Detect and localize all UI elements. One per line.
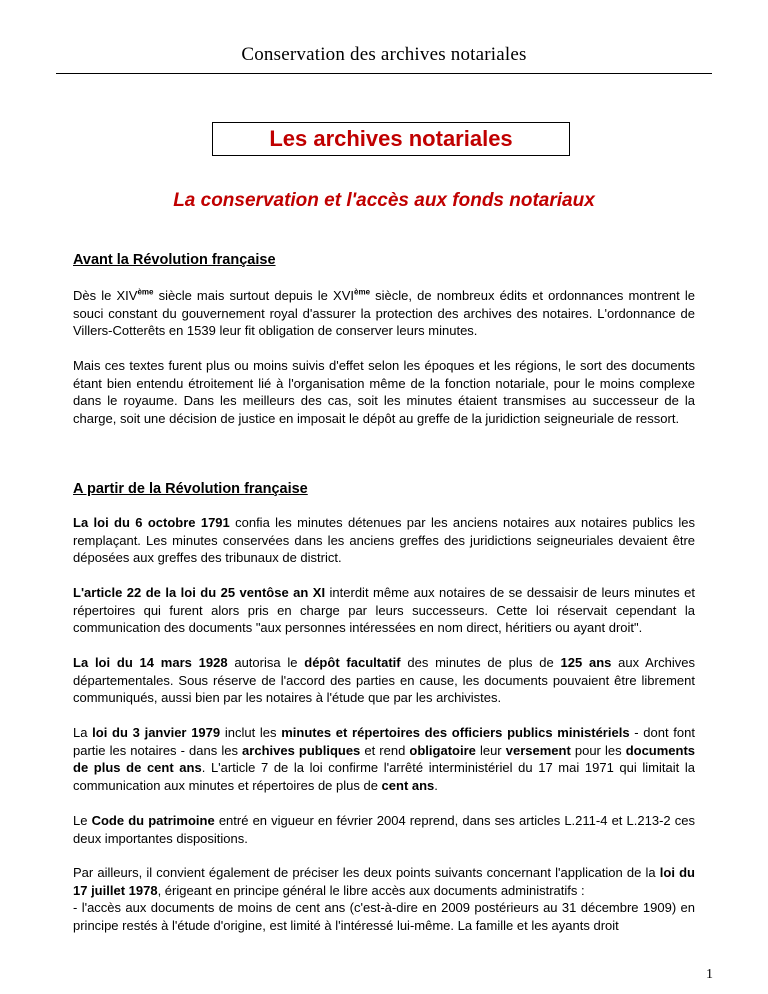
text-run: aux Archives départementales. Sous réserve de l'accord des parties en cause, les documents pouvaient être librement communiqués, aussi bien par les notaires à l'étude que par les archivistes. xyxy=(73,655,696,705)
bold-run: minutes et répertoires des officiers publics ministériels xyxy=(281,725,630,740)
section1-paragraph-2 xyxy=(73,357,695,427)
text-run: siècle mais surtout depuis le XVI xyxy=(153,288,354,303)
text-run: La xyxy=(73,725,93,740)
bold-run: loi du 17 juillet 1978 xyxy=(73,865,695,898)
bold-run: obligatoire xyxy=(409,742,476,758)
text-run: leur xyxy=(475,742,506,758)
text-run: entré en vigueur en février 2004 reprend, dans ses articles L.211-4 et L.213-2 ces deux importantes dispositions. xyxy=(73,813,695,846)
bold-run: La loi du 6 octobre 1791 xyxy=(73,515,230,530)
bold-run: La loi du 14 mars 1928 xyxy=(73,655,228,670)
section2-heading: A partir de la Révolution française xyxy=(73,481,308,497)
text-run: inclut les xyxy=(220,725,282,740)
running-header: Conservation des archives notariales xyxy=(241,44,527,65)
bold-run: Code du patrimoine xyxy=(91,813,215,828)
text-run: - l'accès aux documents de moins de cent ans (c'est-à-dire en 2009 postérieurs au 31 décembre 1909) en principe restés à l'étude d'origine, est limité à l'intéressé lui-même. La famille et les ayants droit xyxy=(73,900,695,933)
section2-paragraph-3 xyxy=(73,654,695,707)
bold-run: cent ans xyxy=(381,777,435,793)
document-title: Les archives notariales xyxy=(212,122,570,156)
bold-run: documents de plus de cent ans xyxy=(73,742,696,775)
page-number: 1 xyxy=(706,967,713,982)
text-run: autorisa le xyxy=(227,655,305,670)
section-heading-from-revolution xyxy=(73,480,695,499)
bold-run: dépôt facultatif xyxy=(304,655,401,670)
text-run: Dès le XIV xyxy=(73,288,138,303)
text-run: . xyxy=(434,777,438,793)
text-run: et rend xyxy=(360,742,410,758)
bold-run: loi du 3 janvier 1979 xyxy=(92,725,221,740)
section2-paragraph-1 xyxy=(73,514,695,567)
document-subtitle: La conservation et l'accès aux fonds notariaux xyxy=(173,190,595,211)
text-run: - dont font partie les notaires - dans les xyxy=(73,725,695,758)
text-run: siècle, de nombreux édits et ordonnances montrent le souci constant du gouvernement royal d'assurer la protection des archives des notaires. L'ordonnance de Villers-Cotterêts en 1539 leur fit obligation de conserver leurs minutes. xyxy=(73,288,695,338)
section-heading-before-revolution xyxy=(73,251,695,270)
superscript: ème xyxy=(137,287,154,297)
text-run: Par ailleurs, il convient également de préciser les deux points suivants concernant l'application de la xyxy=(73,865,660,880)
text-run: . L'article 7 de la loi confirme l'arrêté interministériel du 17 mai 1971 qui limitait la communication aux minutes et répertoires de plus de xyxy=(73,760,695,793)
text-run: des minutes de plus de xyxy=(400,655,561,670)
text-run: , érigeant en principe général le libre accès aux documents administratifs : xyxy=(157,882,585,898)
section1-paragraph-1 xyxy=(73,287,695,340)
section1-heading: Avant la Révolution française xyxy=(73,252,276,268)
text-run: Le xyxy=(73,813,92,828)
paragraph-text: Mais ces textes furent plus ou moins suivis d'effet selon les époques et les régions, le sort des documents étant bien entendu étroitement lié à l'organisation même de la fonction notariale, pour le moins complexe dans le royaume. Dans les meilleurs des cas, soit les minutes étaient transmises au successeur de la charge, soit une décision de justice en imposait le dépôt au greffe de la juridiction seigneuriale de ressort. xyxy=(73,358,695,426)
bold-run: L'article 22 de la loi du 25 ventôse an XI xyxy=(73,585,326,600)
text-run: interdit même aux notaires de se dessaisir de leurs minutes et répertoires qui furent alors pris en charge par leurs successeurs. Cette loi réservait cependant la communication des documents "aux personnes intéressées en nom direct, héritiers ou ayant droit". xyxy=(73,585,696,635)
text-run: pour les xyxy=(570,742,626,758)
bold-run: 125 ans xyxy=(560,655,612,670)
section2-paragraph-5 xyxy=(73,812,695,847)
text-run: confia les minutes détenues par les anciens notaires aux notaires publics les remplaçant. Les minutes conservées dans les anciens greffes des juridictions seigneuriales devaient être déposées aux greffes des tribunaux de district. xyxy=(73,515,695,565)
section2-paragraph-2 xyxy=(73,584,695,637)
section2-paragraph-4 xyxy=(73,724,695,794)
bold-run: archives publiques xyxy=(242,742,361,758)
superscript: ème xyxy=(354,287,371,297)
bold-run: versement xyxy=(505,742,571,758)
section2-paragraph-6 xyxy=(73,864,695,934)
header-rule xyxy=(56,73,712,74)
